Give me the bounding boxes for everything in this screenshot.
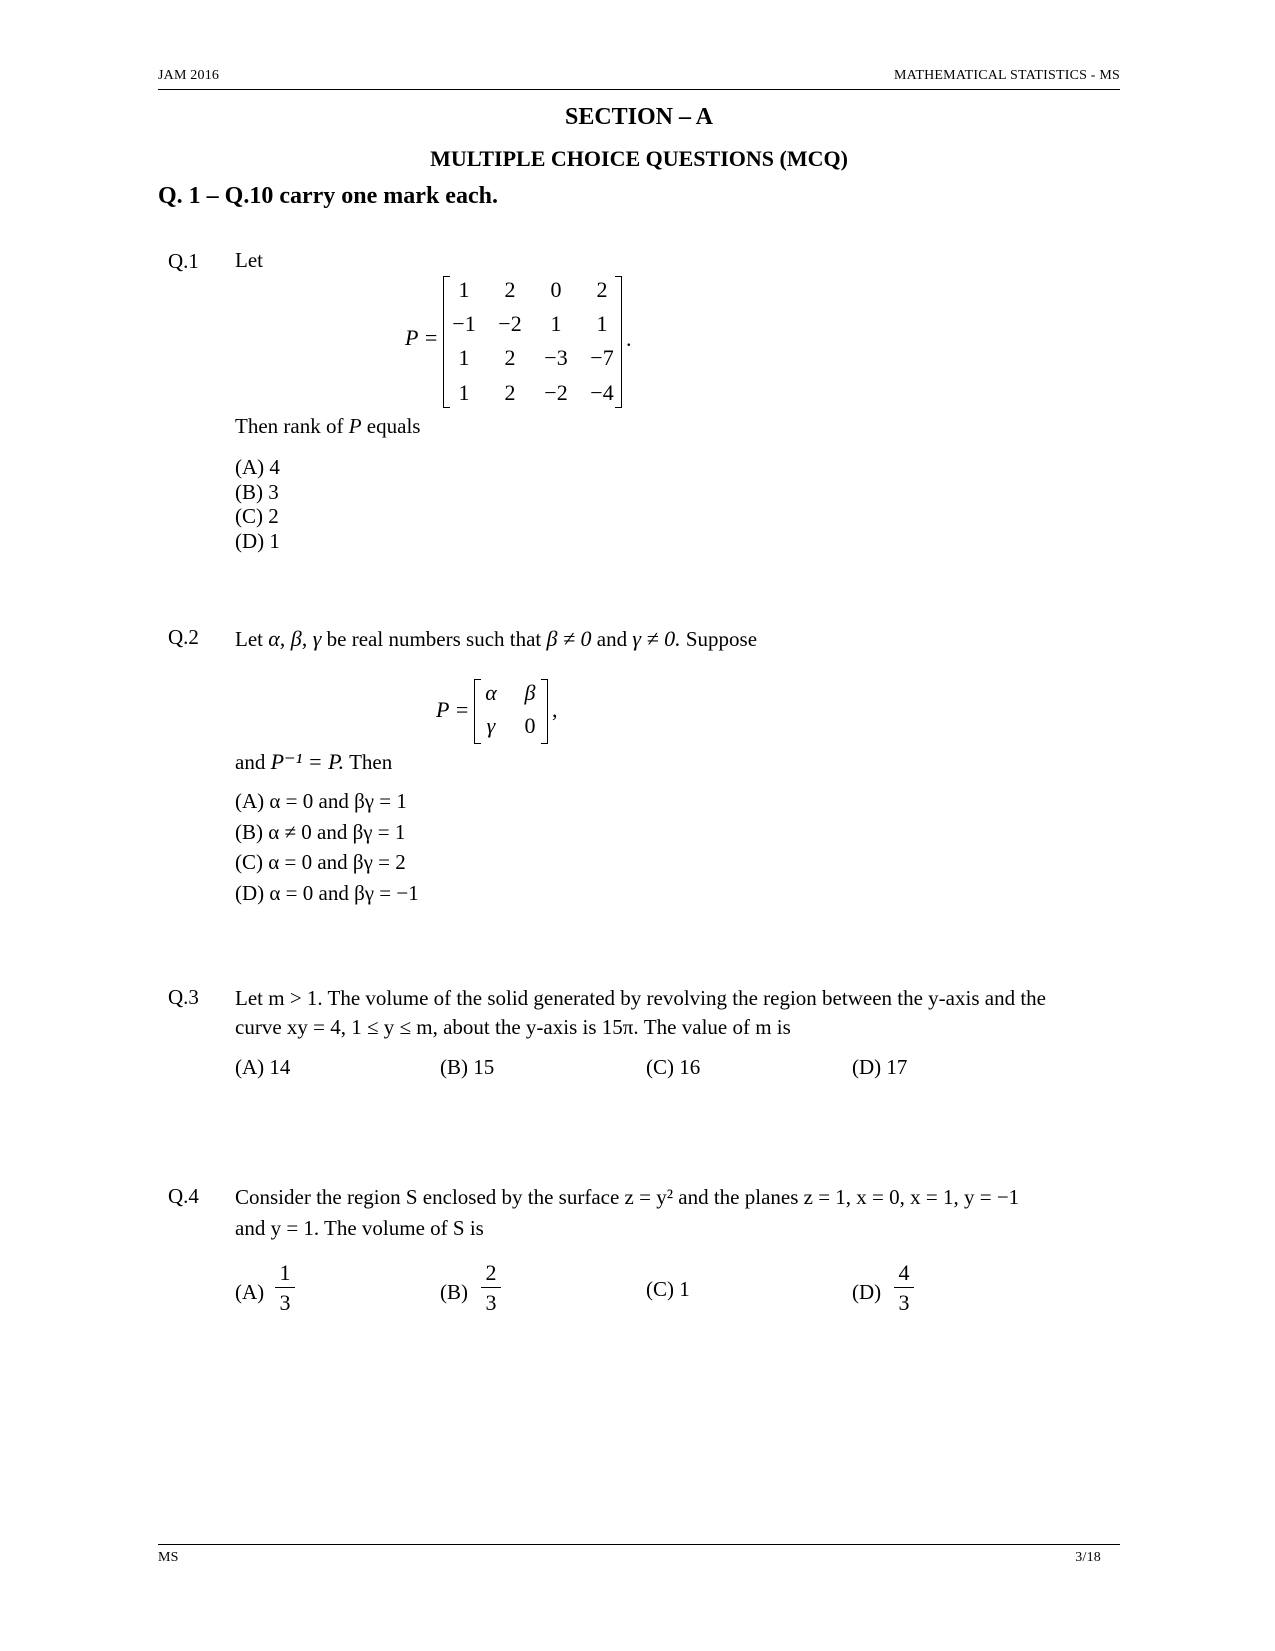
q2-cond-a: and: [235, 750, 266, 774]
footer-rule: [158, 1544, 1120, 1545]
q2-intro: [235, 623, 757, 655]
q1-m-23: 1: [550, 311, 562, 336]
q2-cond2: γ ≠ 0.: [632, 626, 681, 651]
q1-m-11: 1: [458, 277, 470, 302]
q1-question-a: Then rank of: [235, 414, 344, 438]
q4-option-b-label: (B): [440, 1280, 468, 1304]
q4-option-d-num: 4: [898, 1260, 910, 1285]
q1-m-41: 1: [458, 380, 470, 405]
q1-option-c: (C) 2: [235, 504, 279, 528]
q2-option-b: (B) α ≠ 0 and βγ = 1: [235, 819, 406, 844]
q4-line1: Consider the region S enclosed by the surface z = y² and the planes z = 1, x = 0, x = 1, y = −1: [235, 1185, 1020, 1209]
q1-option-b: (B) 3: [235, 479, 279, 504]
q4-option-a-label: (A): [235, 1280, 265, 1304]
q1-m-43: −2: [544, 380, 568, 405]
q2-trail: ,: [552, 697, 558, 722]
q3-line1: Let m > 1. The volume of the solid generated by revolving the region between the y-axis and the: [235, 986, 1046, 1010]
header-left: JAM 2016: [158, 68, 220, 83]
q3-line2: curve xy = 4, 1 ≤ y ≤ m, about the y-axis is 15π. The value of m is: [235, 1015, 791, 1039]
q4-number: Q.4: [168, 1184, 199, 1208]
q4-option-a-num: 1: [279, 1260, 291, 1285]
q1-m-24: 1: [596, 311, 608, 336]
q1-question: [235, 411, 420, 442]
q2-option-c: (C) α = 0 and βγ = 2: [235, 850, 406, 874]
q4-option-b-fraction: [481, 1260, 501, 1316]
q1-m-44: −4: [590, 380, 614, 405]
q3-option-b: (B) 15: [440, 1055, 495, 1079]
q2-number: Q.2: [168, 625, 199, 649]
q4-option-d-bar: [894, 1287, 914, 1288]
q2-condition: [235, 746, 392, 778]
q3-option-d: (D) 17: [852, 1055, 908, 1079]
q2-option-a: (A) α = 0 and βγ = 1: [235, 789, 407, 813]
q2-lhs: P =: [436, 697, 470, 722]
q2-intro-d: Suppose: [685, 627, 758, 651]
q1-m-22: −2: [498, 311, 522, 336]
q1-m-31: 1: [458, 345, 470, 370]
q3-option-c: (C) 16: [646, 1055, 701, 1079]
q4-option-a-bar: [275, 1287, 295, 1288]
q1-trail: .: [626, 326, 632, 351]
footer-left: MS: [158, 1550, 179, 1565]
q1-m-13: 0: [550, 277, 562, 302]
q2-m-11: α: [485, 680, 497, 705]
q1-m-32: 2: [504, 345, 516, 370]
q1-question-b: equals: [366, 414, 421, 438]
q1-number: Q.1: [168, 249, 199, 273]
q2-intro-a: Let: [235, 627, 263, 651]
q2-cond1: β ≠ 0: [546, 626, 592, 651]
q1-option-d: (D) 1: [235, 528, 280, 553]
q4-option-c: [646, 1274, 690, 1305]
q2-vars: α, β, γ: [268, 626, 322, 651]
q4-option-b-num: 2: [485, 1260, 497, 1285]
q1-m-34: −7: [590, 345, 614, 370]
q1-m-42: 2: [504, 380, 516, 405]
q2-cond-eq: P⁻¹ = P.: [270, 749, 345, 774]
q4-option-b-bar: [481, 1287, 501, 1288]
q4-option-c-label: (C): [646, 1277, 674, 1301]
q4-option-d-label: (D): [852, 1280, 882, 1304]
q4-option-c-value: 1: [679, 1277, 690, 1301]
q2-intro-b: be real numbers such that: [326, 627, 542, 651]
q4-line2: and y = 1. The volume of S is: [235, 1216, 484, 1240]
q2-intro-c: and: [596, 627, 628, 651]
q4-option-b-den: 3: [485, 1290, 497, 1315]
header-rule: [158, 89, 1120, 90]
page-number: 3/18: [1075, 1550, 1101, 1565]
q1-m-14: 2: [596, 277, 608, 302]
q1-m-12: 2: [504, 277, 516, 302]
q1-m-21: −1: [452, 311, 476, 336]
section-title: SECTION – A: [564, 104, 714, 130]
q2-cond-b: Then: [349, 750, 393, 774]
q2-m-12: β: [524, 680, 536, 705]
q1-options: [235, 455, 280, 553]
q3-number: Q.3: [168, 985, 199, 1009]
q4-option-d-fraction: [894, 1260, 914, 1316]
q2-options: [235, 786, 419, 908]
q1-lhs: P =: [405, 325, 439, 350]
q1-m-33: −3: [544, 345, 568, 370]
marks-note: Q. 1 – Q.10 carry one mark each.: [158, 183, 498, 209]
q1-question-var: P: [348, 414, 362, 438]
q3-option-a: (A) 14: [235, 1055, 291, 1079]
header-right: MATHEMATICAL STATISTICS - MS: [893, 68, 1120, 83]
q2-m-21: γ: [486, 713, 496, 738]
q4-option-d-den: 3: [898, 1290, 910, 1315]
q1-intro: Let: [235, 248, 263, 272]
q4-option-a-den: 3: [279, 1290, 291, 1315]
q4-option-a-fraction: [275, 1260, 295, 1316]
q2-option-d: (D) α = 0 and βγ = −1: [235, 880, 419, 905]
q2-m-22: 0: [524, 713, 536, 738]
q1-option-a: (A) 4: [235, 455, 280, 479]
section-subtitle: MULTIPLE CHOICE QUESTIONS (MCQ): [430, 146, 848, 171]
